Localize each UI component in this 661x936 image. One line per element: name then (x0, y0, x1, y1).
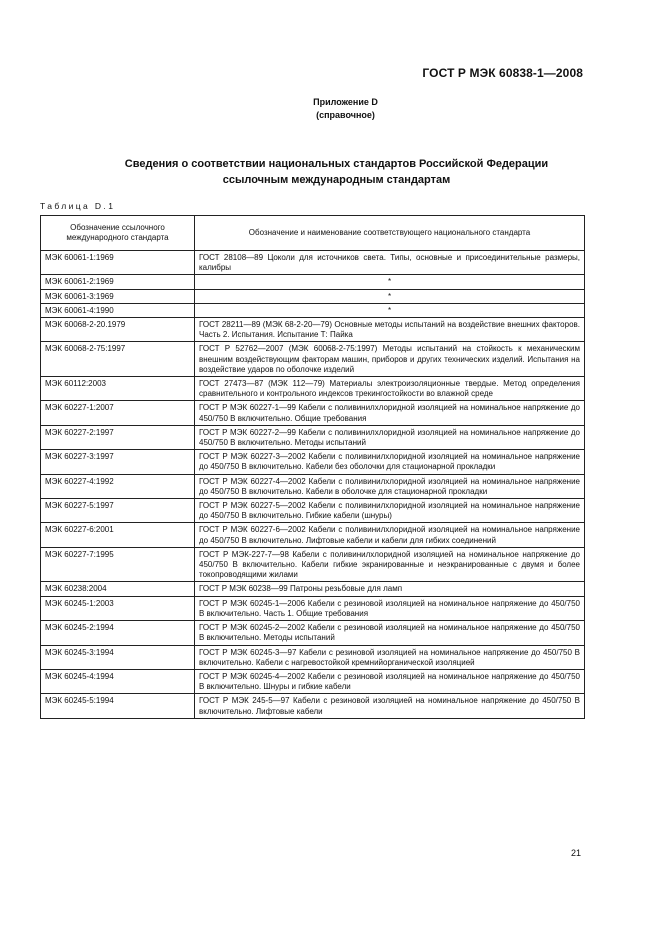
national-standard-cell: ГОСТ Р МЭК 60245-2—2002 Кабели с резиновой изоляцией на номинальное напряжение до 450/750 В включительно. Методы испытаний (195, 621, 585, 645)
page-number: 21 (570, 848, 581, 858)
table-row (41, 694, 585, 718)
annex-title: Приложение D (313, 97, 378, 107)
table-row (41, 547, 585, 582)
table-row (41, 401, 585, 425)
national-standard-cell: ГОСТ Р МЭК 60227-2—99 Кабели с поливинилхлоридной изоляцией на номинальное напряжение до 450/750 В включительно. Методы испытаний (195, 425, 585, 449)
national-standard-cell: ГОСТ Р 52762—2007 (МЭК 60068-2-75:1997) Методы испытаний на стойкость к механическим внешним воздействующим факторам машин, приборов и других технических изделий. Испытания на воздействие ударов по оболочке изделий (195, 342, 585, 377)
table-row (41, 499, 585, 523)
international-standard-cell: МЭК 60227-5:1997 (41, 499, 195, 523)
international-standard-cell: МЭК 60245-3:1994 (41, 645, 195, 669)
international-standard-cell: МЭК 60068-2-20.1979 (41, 318, 195, 342)
table-row (41, 645, 585, 669)
table-caption: Таблица D.1 (40, 201, 116, 211)
national-standard-cell: ГОСТ Р МЭК 60227-6—2002 Кабели с поливинилхлоридной изоляцией на номинальное напряжение до 450/750 В включительно. Лифтовые кабели и кабели для гибких соединений (195, 523, 585, 547)
table-row (41, 596, 585, 620)
table-row (41, 318, 585, 342)
national-standard-cell: ГОСТ Р МЭК 60245-3—97 Кабели с резиновой изоляцией на номинальное напряжение до 450/750 В включительно. Кабели с нагревостойкой кремнийорганической изоляцией (195, 645, 585, 669)
international-standard-cell: МЭК 60227-6:2001 (41, 523, 195, 547)
national-standard-cell: * (195, 275, 585, 289)
international-standard-cell: МЭК 60227-4:1992 (41, 474, 195, 498)
international-standard-cell: МЭК 60227-1:2007 (41, 401, 195, 425)
international-standard-cell: МЭК 60112:2003 (41, 377, 195, 401)
international-standard-cell: МЭК 60238:2004 (41, 582, 195, 596)
international-standard-cell: МЭК 60245-5:1994 (41, 694, 195, 718)
annex-heading (0, 96, 661, 122)
document-code: ГОСТ Р МЭК 60838-1—2008 (422, 66, 583, 80)
international-standard-cell: МЭК 60061-1:1969 (41, 251, 195, 275)
table-row (41, 582, 585, 596)
table-row (41, 474, 585, 498)
correspondence-table-wrapper (40, 215, 585, 719)
national-standard-cell: ГОСТ Р МЭК 60227-3—2002 Кабели с поливинилхлоридной изоляцией на номинальное напряжение до 450/750 В включительно. Кабели без оболочки для стационарной прокладки (195, 450, 585, 474)
column-header-national: Обозначение и наименование соответствующего национального стандарта (195, 216, 585, 251)
national-standard-cell: ГОСТ 28108—89 Цоколи для источников света. Типы, основные и присоединительные размеры, калибры (195, 251, 585, 275)
table-row (41, 621, 585, 645)
international-standard-cell: МЭК 60227-2:1997 (41, 425, 195, 449)
international-standard-cell: МЭК 60061-2:1969 (41, 275, 195, 289)
national-standard-cell: ГОСТ Р МЭК-227-7—98 Кабели с поливинилхлоридной изоляцией на номинальное напряжение до 450/750 В включительно. Кабели гибкие экранированные и неэкранированные с двумя и более токопроводящими жилами (195, 547, 585, 582)
national-standard-cell: ГОСТ Р МЭК 245-5—97 Кабели с резиновой изоляцией на номинальное напряжение до 450/750 В включительно. Лифтовые кабели (195, 694, 585, 718)
national-standard-cell: ГОСТ Р МЭК 60227-5—2002 Кабели с поливинилхлоридной изоляцией на номинальное напряжение до 450/750 В включительно. Гибкие кабели (шнуры) (195, 499, 585, 523)
national-standard-cell: * (195, 289, 585, 303)
national-standard-cell: ГОСТ 28211—89 (МЭК 68-2-20—79) Основные методы испытаний на воздействие внешних факторов. Часть 2. Испытания. Испытание Т: Пайка (195, 318, 585, 342)
table-row (41, 251, 585, 275)
table-body (41, 251, 585, 719)
section-title-line-1: Сведения о соответствии национальных стандартов Российской Федерации (124, 158, 549, 170)
international-standard-cell: МЭК 60061-3:1969 (41, 289, 195, 303)
national-standard-cell: ГОСТ Р МЭК 60238—99 Патроны резьбовые для ламп (195, 582, 585, 596)
international-standard-cell: МЭК 60227-7:1995 (41, 547, 195, 582)
international-standard-cell: МЭК 60245-2:1994 (41, 621, 195, 645)
table-header-row (41, 216, 585, 251)
national-standard-cell: ГОСТ 27473—87 (МЭК 112—79) Материалы электроизоляционные твердые. Метод определения сравнительного и контрольного индексов трекингостойкости во влажной среде (195, 377, 585, 401)
national-standard-cell: * (195, 303, 585, 317)
table-row (41, 289, 585, 303)
annex-subtitle: (справочное) (316, 110, 375, 120)
table-row (41, 425, 585, 449)
correspondence-table (40, 215, 585, 719)
section-title (0, 156, 661, 188)
international-standard-cell: МЭК 60068-2-75:1997 (41, 342, 195, 377)
table-row (41, 275, 585, 289)
international-standard-cell: МЭК 60245-1:2003 (41, 596, 195, 620)
international-standard-cell: МЭК 60227-3:1997 (41, 450, 195, 474)
national-standard-cell: ГОСТ Р МЭК 60245-4—2002 Кабели с резиновой изоляцией на номинальное напряжение до 450/750 В включительно. Шнуры и гибкие кабели (195, 669, 585, 693)
international-standard-cell: МЭК 60245-4:1994 (41, 669, 195, 693)
table-row (41, 342, 585, 377)
column-header-international: Обозначение ссылочного международного стандарта (41, 216, 195, 251)
table-row (41, 303, 585, 317)
table-row (41, 669, 585, 693)
table-row (41, 450, 585, 474)
national-standard-cell: ГОСТ Р МЭК 60227-1—99 Кабели с поливинилхлоридной изоляцией на номинальное напряжение до 450/750 В включительно. Общие требования (195, 401, 585, 425)
national-standard-cell: ГОСТ Р МЭК 60245-1—2006 Кабели с резиновой изоляцией на номинальное напряжение до 450/750 В включительно. Часть 1. Общие требования (195, 596, 585, 620)
international-standard-cell: МЭК 60061-4:1990 (41, 303, 195, 317)
table-row (41, 377, 585, 401)
section-title-line-2: ссылочным международным стандартам (222, 174, 451, 186)
table-row (41, 523, 585, 547)
national-standard-cell: ГОСТ Р МЭК 60227-4—2002 Кабели с поливинилхлоридной изоляцией на номинальное напряжение до 450/750 В включительно. Кабели в оболочке для стационарной прокладки (195, 474, 585, 498)
